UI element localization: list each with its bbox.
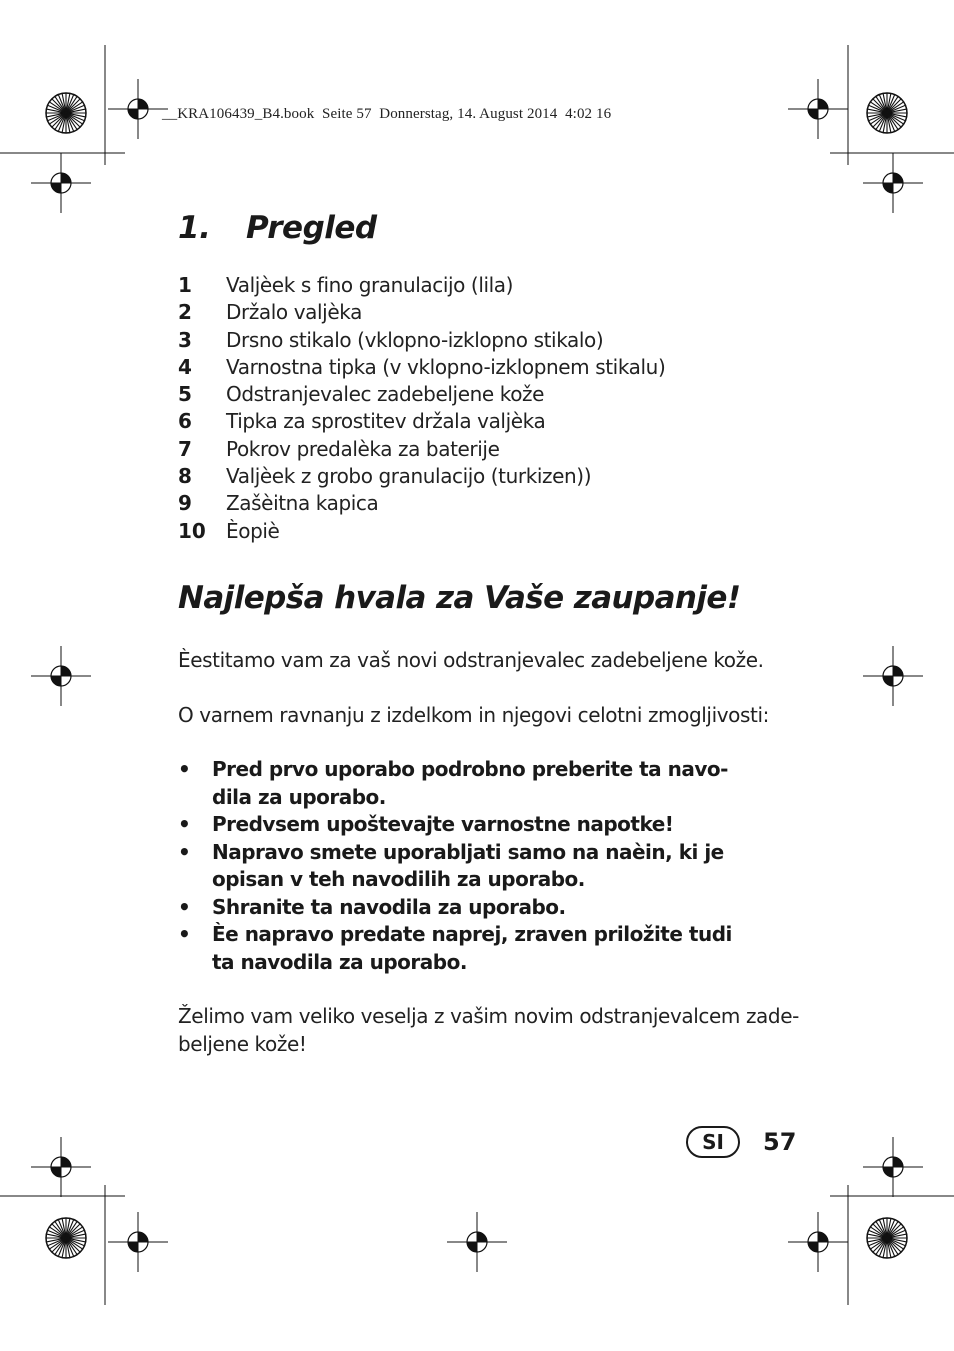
closing-line: Želimo vam veliko veselja z vašim novim odstranjevalcem zade-: [178, 1004, 799, 1028]
list-item: [178, 839, 732, 894]
list-item: [178, 299, 665, 326]
list-item: [178, 811, 732, 839]
closing-line: beljene kože!: [178, 1031, 307, 1056]
lead-paragraph: O varnem ravnanju z izdelkom in njegovi celotni zmogljivosti:: [178, 703, 769, 727]
part-label: Èopiè: [226, 518, 280, 543]
part-number: 10: [178, 518, 206, 543]
bullet-line: Èe napravo predate naprej, zraven priložite tudi: [212, 922, 732, 946]
list-item: [178, 518, 665, 545]
part-label: Valjèek z grobo granulacijo (turkizen)): [226, 464, 592, 489]
list-item: [178, 490, 665, 517]
part-label: Valjèek s fino granulacijo (lila): [226, 273, 514, 297]
part-number: 1: [178, 273, 192, 297]
part-label: Držalo valjèka: [226, 300, 362, 325]
bullet-line: dila za uporabo.: [212, 784, 386, 809]
part-number: 4: [178, 354, 192, 379]
part-number: 2: [178, 300, 192, 325]
bullet-icon: •: [178, 894, 191, 919]
bullet-icon: •: [178, 839, 191, 864]
page-number: 57: [763, 1128, 797, 1156]
bullet-line: Shranite ta navodila za uporabo.: [212, 894, 566, 919]
section-title-overview: [178, 210, 377, 246]
bullet-line: Napravo smete uporabljati samo na naèin, ki je: [212, 839, 724, 864]
bullet-icon: •: [178, 757, 191, 781]
thank-you-heading: Najlepša hvala za Vaše zaupanje!: [178, 580, 741, 616]
list-item: [178, 272, 665, 299]
part-number: 9: [178, 491, 192, 516]
list-item: [178, 463, 665, 490]
language-badge: SI: [686, 1126, 740, 1158]
part-label: Zašèitna kapica: [226, 491, 379, 516]
list-item: [178, 327, 665, 354]
bullet-line: Pred prvo uporabo podrobno preberite ta navo-: [212, 757, 728, 781]
list-item: [178, 354, 665, 381]
part-number: 7: [178, 436, 192, 461]
section-title-text: Pregled: [246, 210, 377, 246]
part-label: Tipka za sprostitev držala valjèka: [226, 409, 546, 434]
closing-paragraph: [178, 1003, 799, 1058]
part-label: Pokrov predalèka za baterije: [226, 436, 500, 461]
part-label: Varnostna tipka (v vklopno-izklopnem stikalu): [226, 354, 666, 379]
bullet-line: Predvsem upoštevajte varnostne napotke!: [212, 812, 674, 836]
intro-paragraph: Èestitamo vam za vaš novi odstranjevalec zadebeljene kože.: [178, 648, 764, 672]
list-item: [178, 756, 732, 811]
list-item: [178, 381, 665, 408]
part-label: Drsno stikalo (vklopno-izklopno stikalo): [226, 327, 604, 352]
part-number: 3: [178, 327, 192, 352]
bullet-line: opisan v teh navodilih za uporabo.: [212, 867, 585, 891]
list-item: [178, 921, 732, 976]
part-number: 6: [178, 409, 192, 434]
bullet-icon: •: [178, 812, 191, 836]
section-number: 1.: [178, 210, 211, 246]
list-item: [178, 894, 732, 922]
part-label: Odstranjevalec zadebeljene kože: [226, 382, 545, 407]
safety-bullet-list: [178, 756, 732, 976]
parts-list: [178, 272, 665, 545]
list-item: [178, 408, 665, 435]
bullet-line: ta navodila za uporabo.: [212, 949, 467, 974]
list-item: [178, 436, 665, 463]
part-number: 8: [178, 464, 192, 489]
part-number: 5: [178, 382, 192, 407]
bullet-icon: •: [178, 922, 191, 946]
print-slug-header: __KRA106439_B4.book Seite 57 Donnerstag, 14. August 2014 4:02 16: [162, 106, 612, 122]
